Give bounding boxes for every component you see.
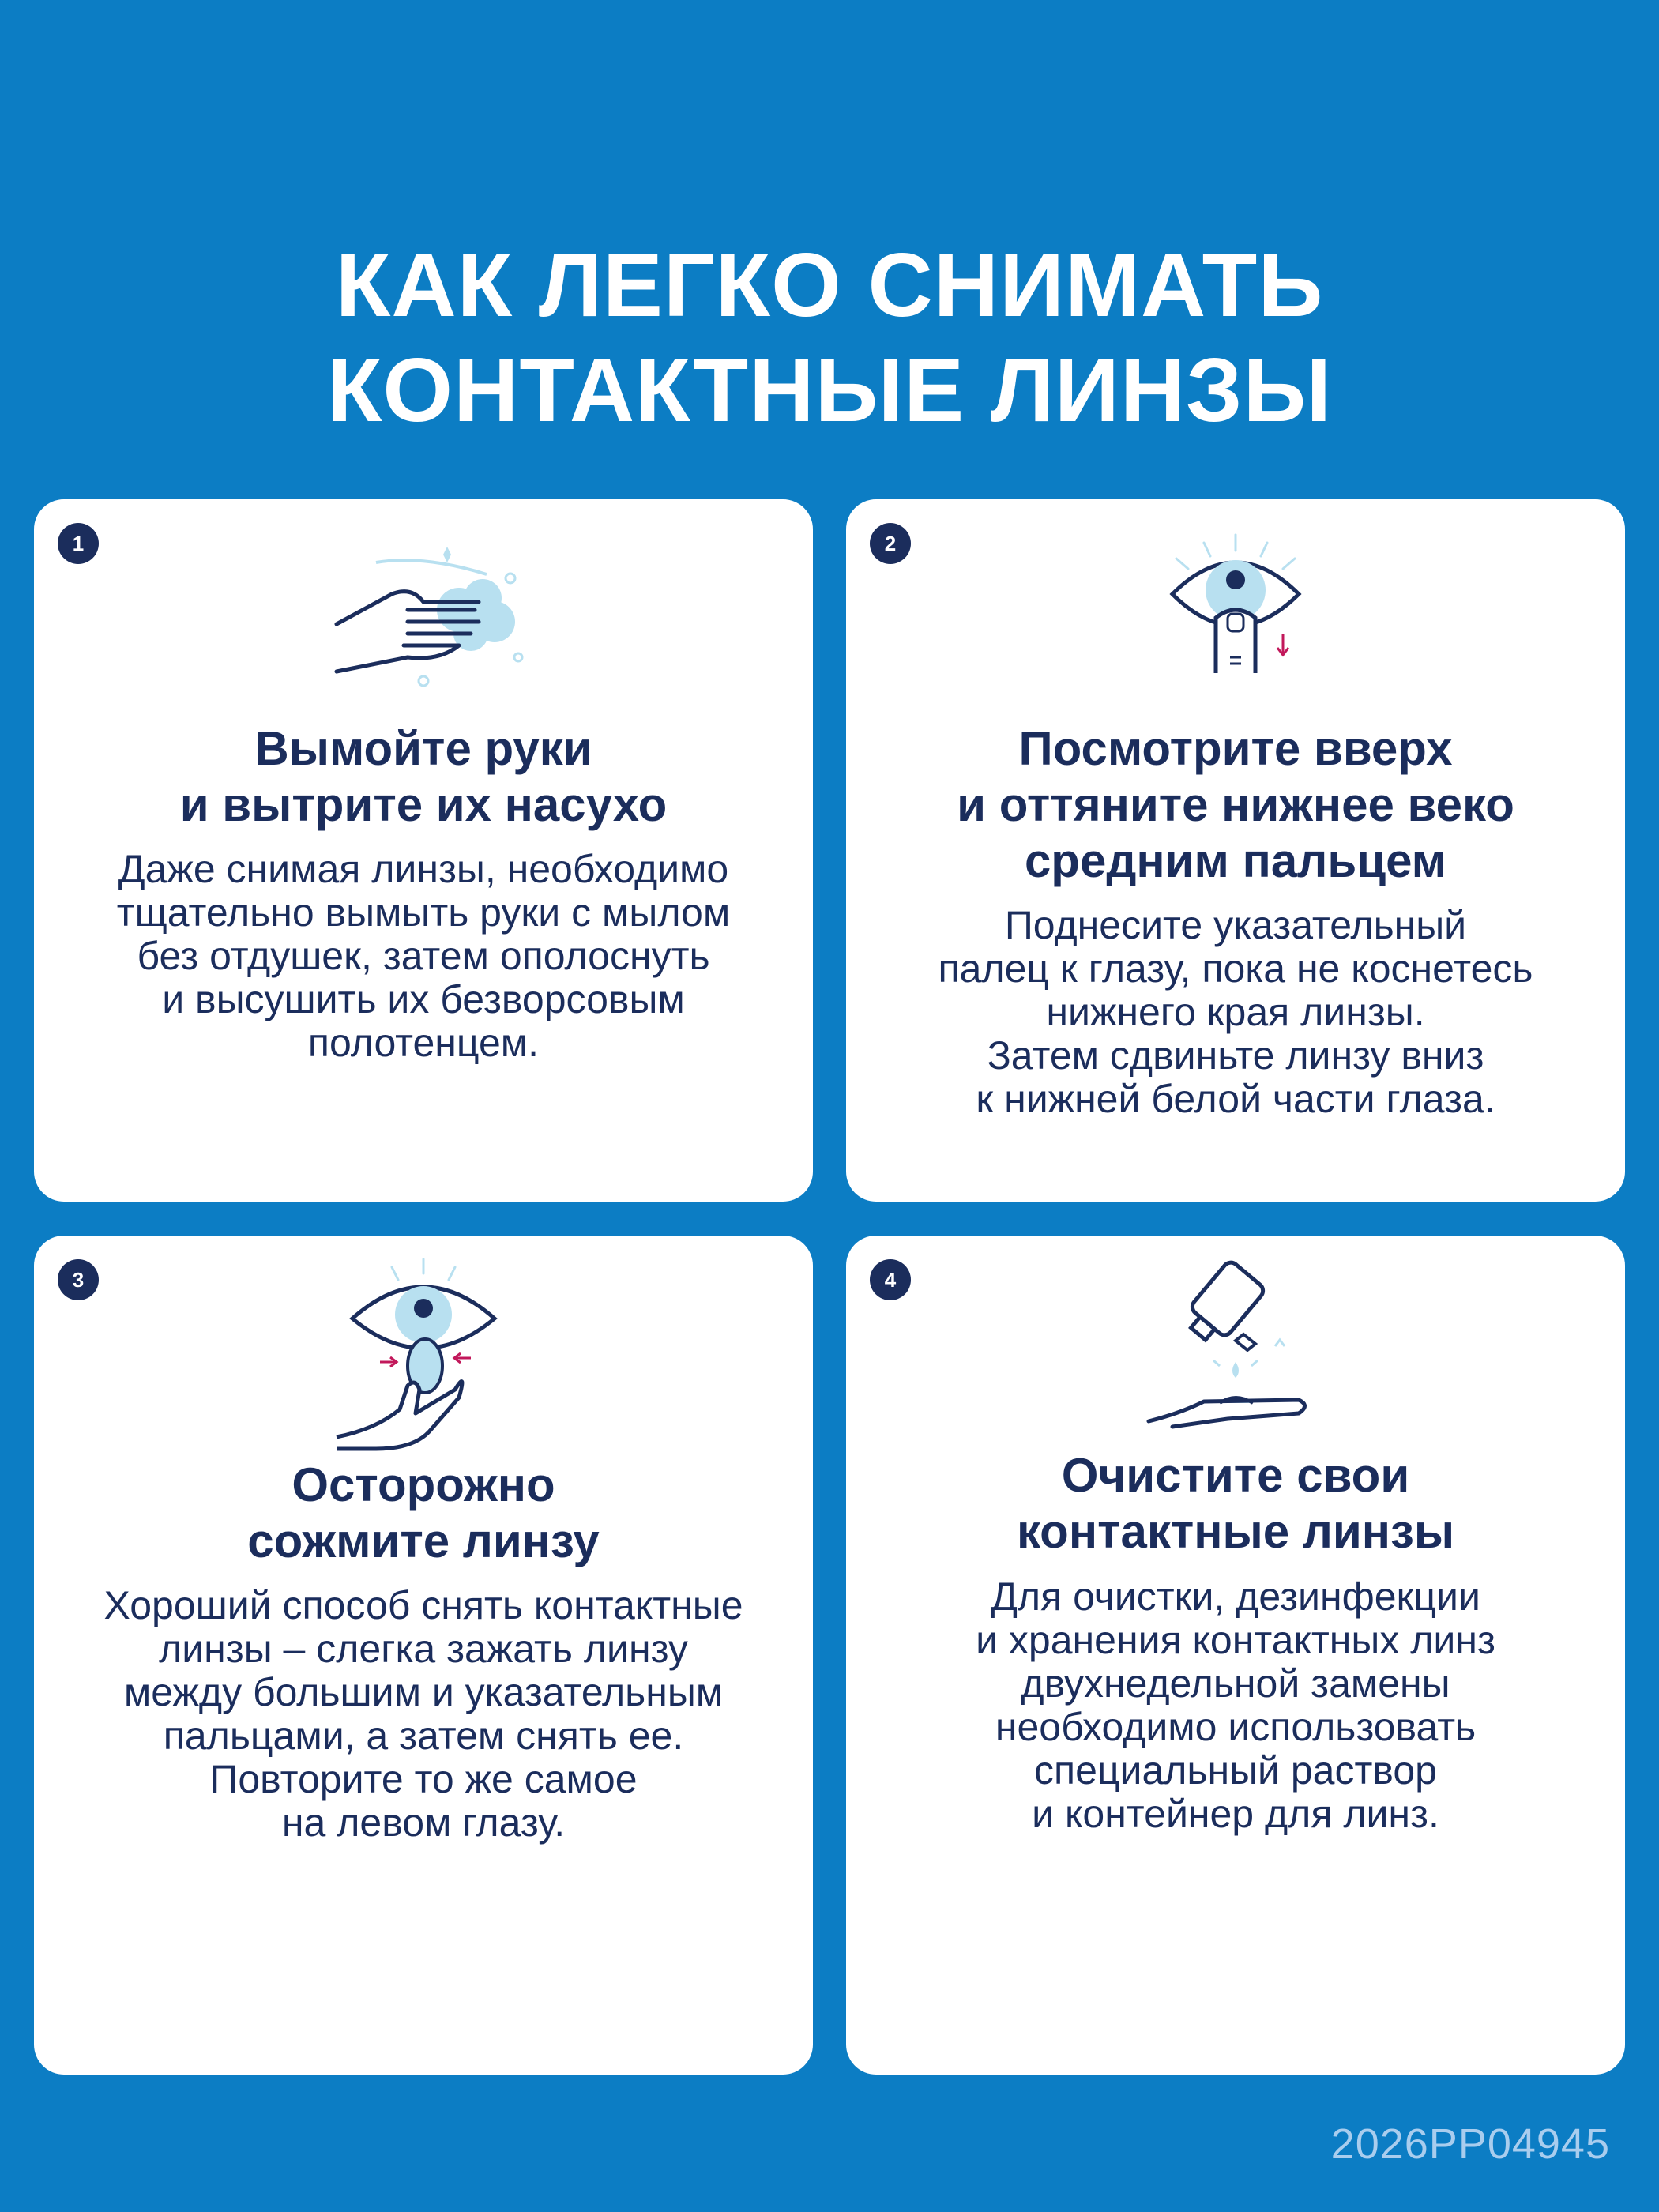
step-number-badge: 2 [870, 523, 911, 564]
title-line-1: КАК ЛЕГКО СНИМАТЬ [335, 235, 1324, 336]
step-description: Хороший способ снять контактные линзы – слегка зажать линзу между большим и указательным пальцами, а затем снять ее. Повторите то же самое на левом глазу. [103, 1583, 743, 1845]
step-description: Для очистки, дезинфекции и хранения контактных линз двухнедельной замены необходимо использовать специальный раствор и контейнер для линз. [976, 1574, 1495, 1836]
step-card-4 [846, 1236, 1625, 2075]
step-title: Очистите свои контактные линзы [1016, 1449, 1455, 1558]
title-line-2: КОНТАКТНЫЕ ЛИНЗЫ [326, 340, 1333, 441]
step-title: Осторожно сожмите линзу [247, 1458, 600, 1567]
eye-finger-icon [846, 531, 1625, 720]
step-number-badge: 1 [58, 523, 99, 564]
document-code: 2026PP04945 [1330, 2120, 1610, 2168]
eye-pinch-icon [34, 1251, 813, 1441]
hand-washing-icon [34, 531, 813, 720]
step-title: Посмотрите вверх и оттяните нижнее веко средним пальцем [957, 722, 1514, 887]
step-number-badge: 3 [58, 1259, 99, 1300]
step-card-3 [34, 1236, 813, 2075]
step-description: Даже снимая линзы, необходимо тщательно вымыть руки с мылом без отдушек, затем ополоснуть и высушить их безворсовым полотенцем. [116, 847, 731, 1065]
step-number-badge: 4 [870, 1259, 911, 1300]
page-title [0, 233, 1659, 443]
step-card-2 [846, 499, 1625, 1202]
step-title: Вымойте руки и вытрите их насухо [179, 722, 668, 831]
step-description: Поднесите указательный палец к глазу, пока не коснетесь нижнего края линзы. Затем сдвиньте линзу вниз к нижней белой части глаза. [938, 903, 1533, 1121]
step-card-1 [34, 499, 813, 1202]
solution-bottle-icon [846, 1251, 1625, 1441]
